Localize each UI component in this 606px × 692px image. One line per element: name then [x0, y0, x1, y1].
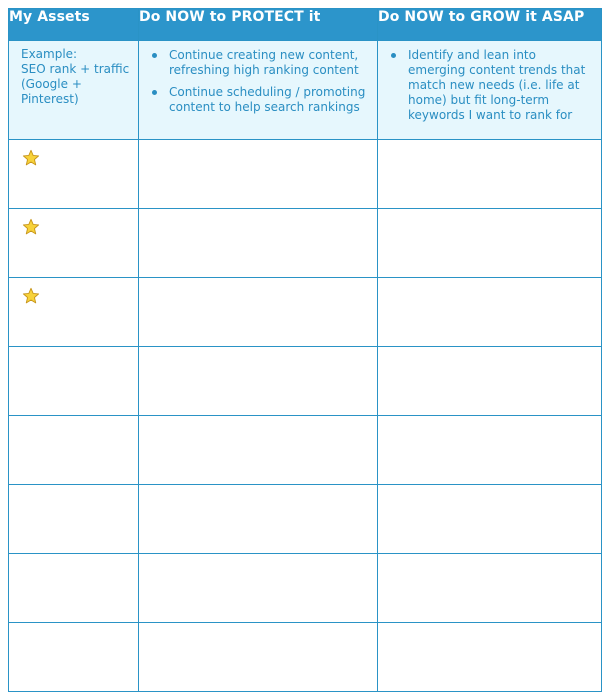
star-icon: [22, 287, 40, 305]
header-row: [9, 9, 602, 41]
grow-cell: [378, 347, 602, 416]
example-asset-line: SEO rank + traffic: [21, 62, 130, 76]
grow-bullet-item: [390, 48, 595, 123]
assets-table: [8, 8, 602, 692]
asset-cell: [9, 209, 139, 278]
asset-rows: [9, 140, 602, 692]
protect-cell: [139, 140, 378, 209]
protect-cell: [139, 278, 378, 347]
grow-cell: [378, 140, 602, 209]
asset-row: [9, 623, 602, 692]
asset-cell: [9, 554, 139, 623]
example-grow-cell: [378, 41, 602, 140]
example-row: [9, 41, 602, 140]
bullet-line: Continue scheduling / promoting: [169, 85, 366, 99]
header-grow: Do NOW to GROW it ASAP: [378, 9, 602, 41]
protect-bullet-list: [139, 41, 377, 115]
asset-cell: [9, 485, 139, 554]
star-icon: [22, 149, 40, 167]
star-icon: [22, 218, 40, 236]
protect-bullet-item: [151, 85, 371, 115]
grow-cell: [378, 278, 602, 347]
example-asset-line: Pinterest): [21, 92, 79, 106]
asset-cell: [9, 416, 139, 485]
bullet-line: home) but fit long-term: [408, 93, 550, 107]
protect-cell: [139, 485, 378, 554]
bullet-line: keywords I want to rank for: [408, 108, 573, 122]
bullet-line: emerging content trends that: [408, 63, 586, 77]
bullet-line: refreshing high ranking content: [169, 63, 359, 77]
asset-cell: [9, 140, 139, 209]
protect-cell: [139, 209, 378, 278]
protect-cell: [139, 416, 378, 485]
bullet-line: Identify and lean into: [408, 48, 536, 62]
assets-table-container: [8, 8, 602, 692]
grow-cell: [378, 623, 602, 692]
example-asset-line: (Google +: [21, 77, 82, 91]
grow-cell: [378, 209, 602, 278]
bullet-icon: [391, 53, 396, 58]
grow-cell: [378, 416, 602, 485]
grow-cell: [378, 485, 602, 554]
bullet-line: match new needs (i.e. life at: [408, 78, 580, 92]
bullet-line: Continue creating new content,: [169, 48, 359, 62]
asset-row: [9, 416, 602, 485]
asset-cell: [9, 278, 139, 347]
protect-cell: [139, 554, 378, 623]
asset-row: [9, 278, 602, 347]
asset-cell: [9, 347, 139, 416]
grow-cell: [378, 554, 602, 623]
header-my-assets: My Assets: [9, 9, 139, 41]
asset-row: [9, 554, 602, 623]
bullet-line: content to help search rankings: [169, 100, 360, 114]
header-protect: Do NOW to PROTECT it: [139, 9, 378, 41]
example-protect-cell: [139, 41, 378, 140]
grow-bullet-list: [378, 41, 601, 123]
protect-bullet-item: [151, 48, 371, 78]
protect-cell: [139, 347, 378, 416]
asset-row: [9, 209, 602, 278]
asset-cell: [9, 623, 139, 692]
example-asset-cell: [9, 41, 139, 140]
asset-row: [9, 485, 602, 554]
example-asset-line: Example:: [21, 47, 78, 61]
protect-cell: [139, 623, 378, 692]
asset-row: [9, 347, 602, 416]
bullet-icon: [152, 90, 157, 95]
bullet-icon: [152, 53, 157, 58]
asset-row: [9, 140, 602, 209]
